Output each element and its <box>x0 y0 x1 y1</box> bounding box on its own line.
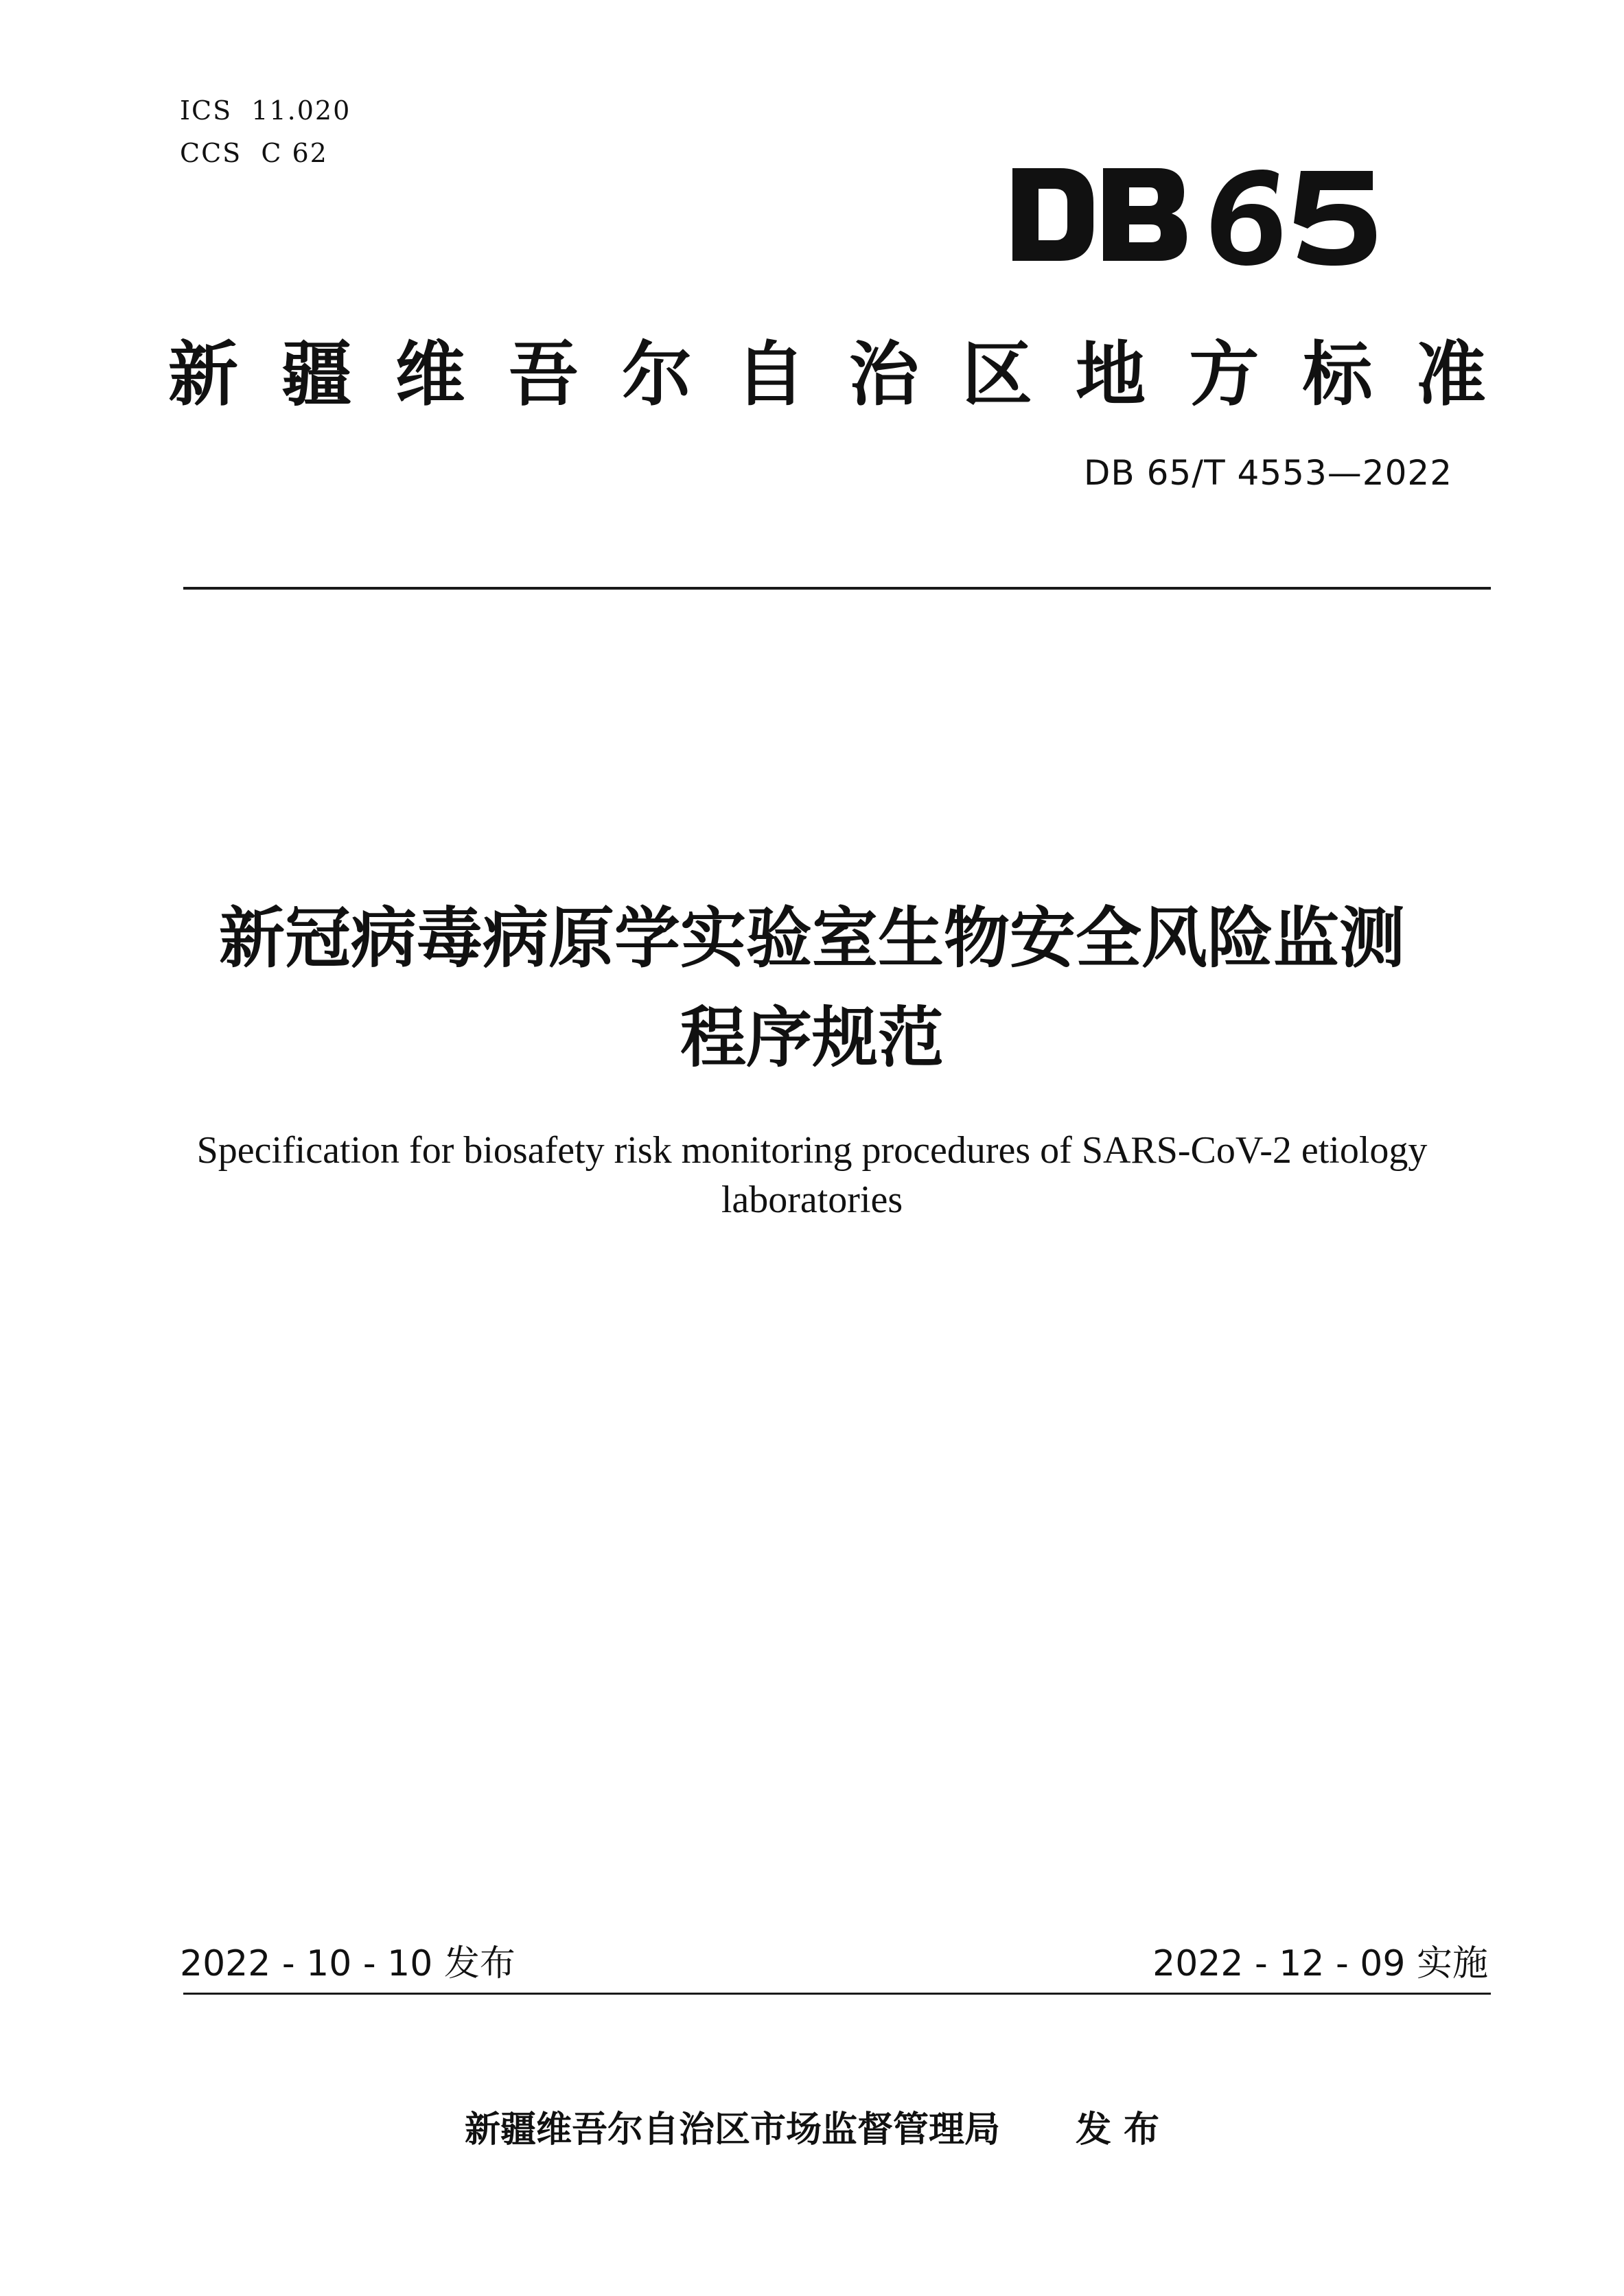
chinese-title-line-1: 新冠病毒病原学实验室生物安全风险监测 <box>219 900 1405 977</box>
region-title-char: 尔 <box>622 334 693 416</box>
publish-action: 发 布 <box>1075 2109 1160 2150</box>
classification-codes <box>180 89 351 174</box>
issue-date: 2022 - 10 - 10 发布 <box>180 1943 515 1984</box>
ics-code: ICS 11.020 <box>180 95 351 126</box>
region-title-char: 维 <box>395 334 465 416</box>
region-title-char: 准 <box>1415 334 1486 416</box>
publisher-line <box>0 2100 1624 2152</box>
region-title-char: 治 <box>848 334 919 416</box>
region-title-char: 自 <box>735 334 806 416</box>
top-divider <box>183 587 1491 590</box>
region-standard-title <box>168 319 1486 419</box>
region-title-char: 新 <box>168 334 238 416</box>
publisher-name: 新疆维吾尔自治区市场监督管理局 <box>464 2109 1000 2150</box>
region-title-char: 疆 <box>281 334 352 416</box>
db65-logo <box>1012 154 1380 275</box>
region-title-char: 地 <box>1076 334 1146 416</box>
bottom-divider <box>183 1993 1491 1995</box>
standard-number: DB 65/T 4553—2022 <box>1083 453 1452 493</box>
region-title-char: 吾 <box>508 334 579 416</box>
chinese-title <box>0 889 1624 1088</box>
english-title-line-1: Specification for biosafety risk monitoring procedures of SARS-CoV-2 etiology <box>196 1129 1428 1172</box>
english-title-line-2: laboratories <box>721 1179 903 1221</box>
english-title <box>0 1126 1624 1225</box>
chinese-title-line-2: 程序规范 <box>680 999 944 1076</box>
ccs-code: CCS C 62 <box>180 138 328 168</box>
implementation-date: 2022 - 12 - 09 实施 <box>1152 1943 1488 1984</box>
region-title-char: 区 <box>962 334 1032 416</box>
region-title-char: 标 <box>1302 334 1373 416</box>
region-title-char: 方 <box>1189 334 1260 416</box>
